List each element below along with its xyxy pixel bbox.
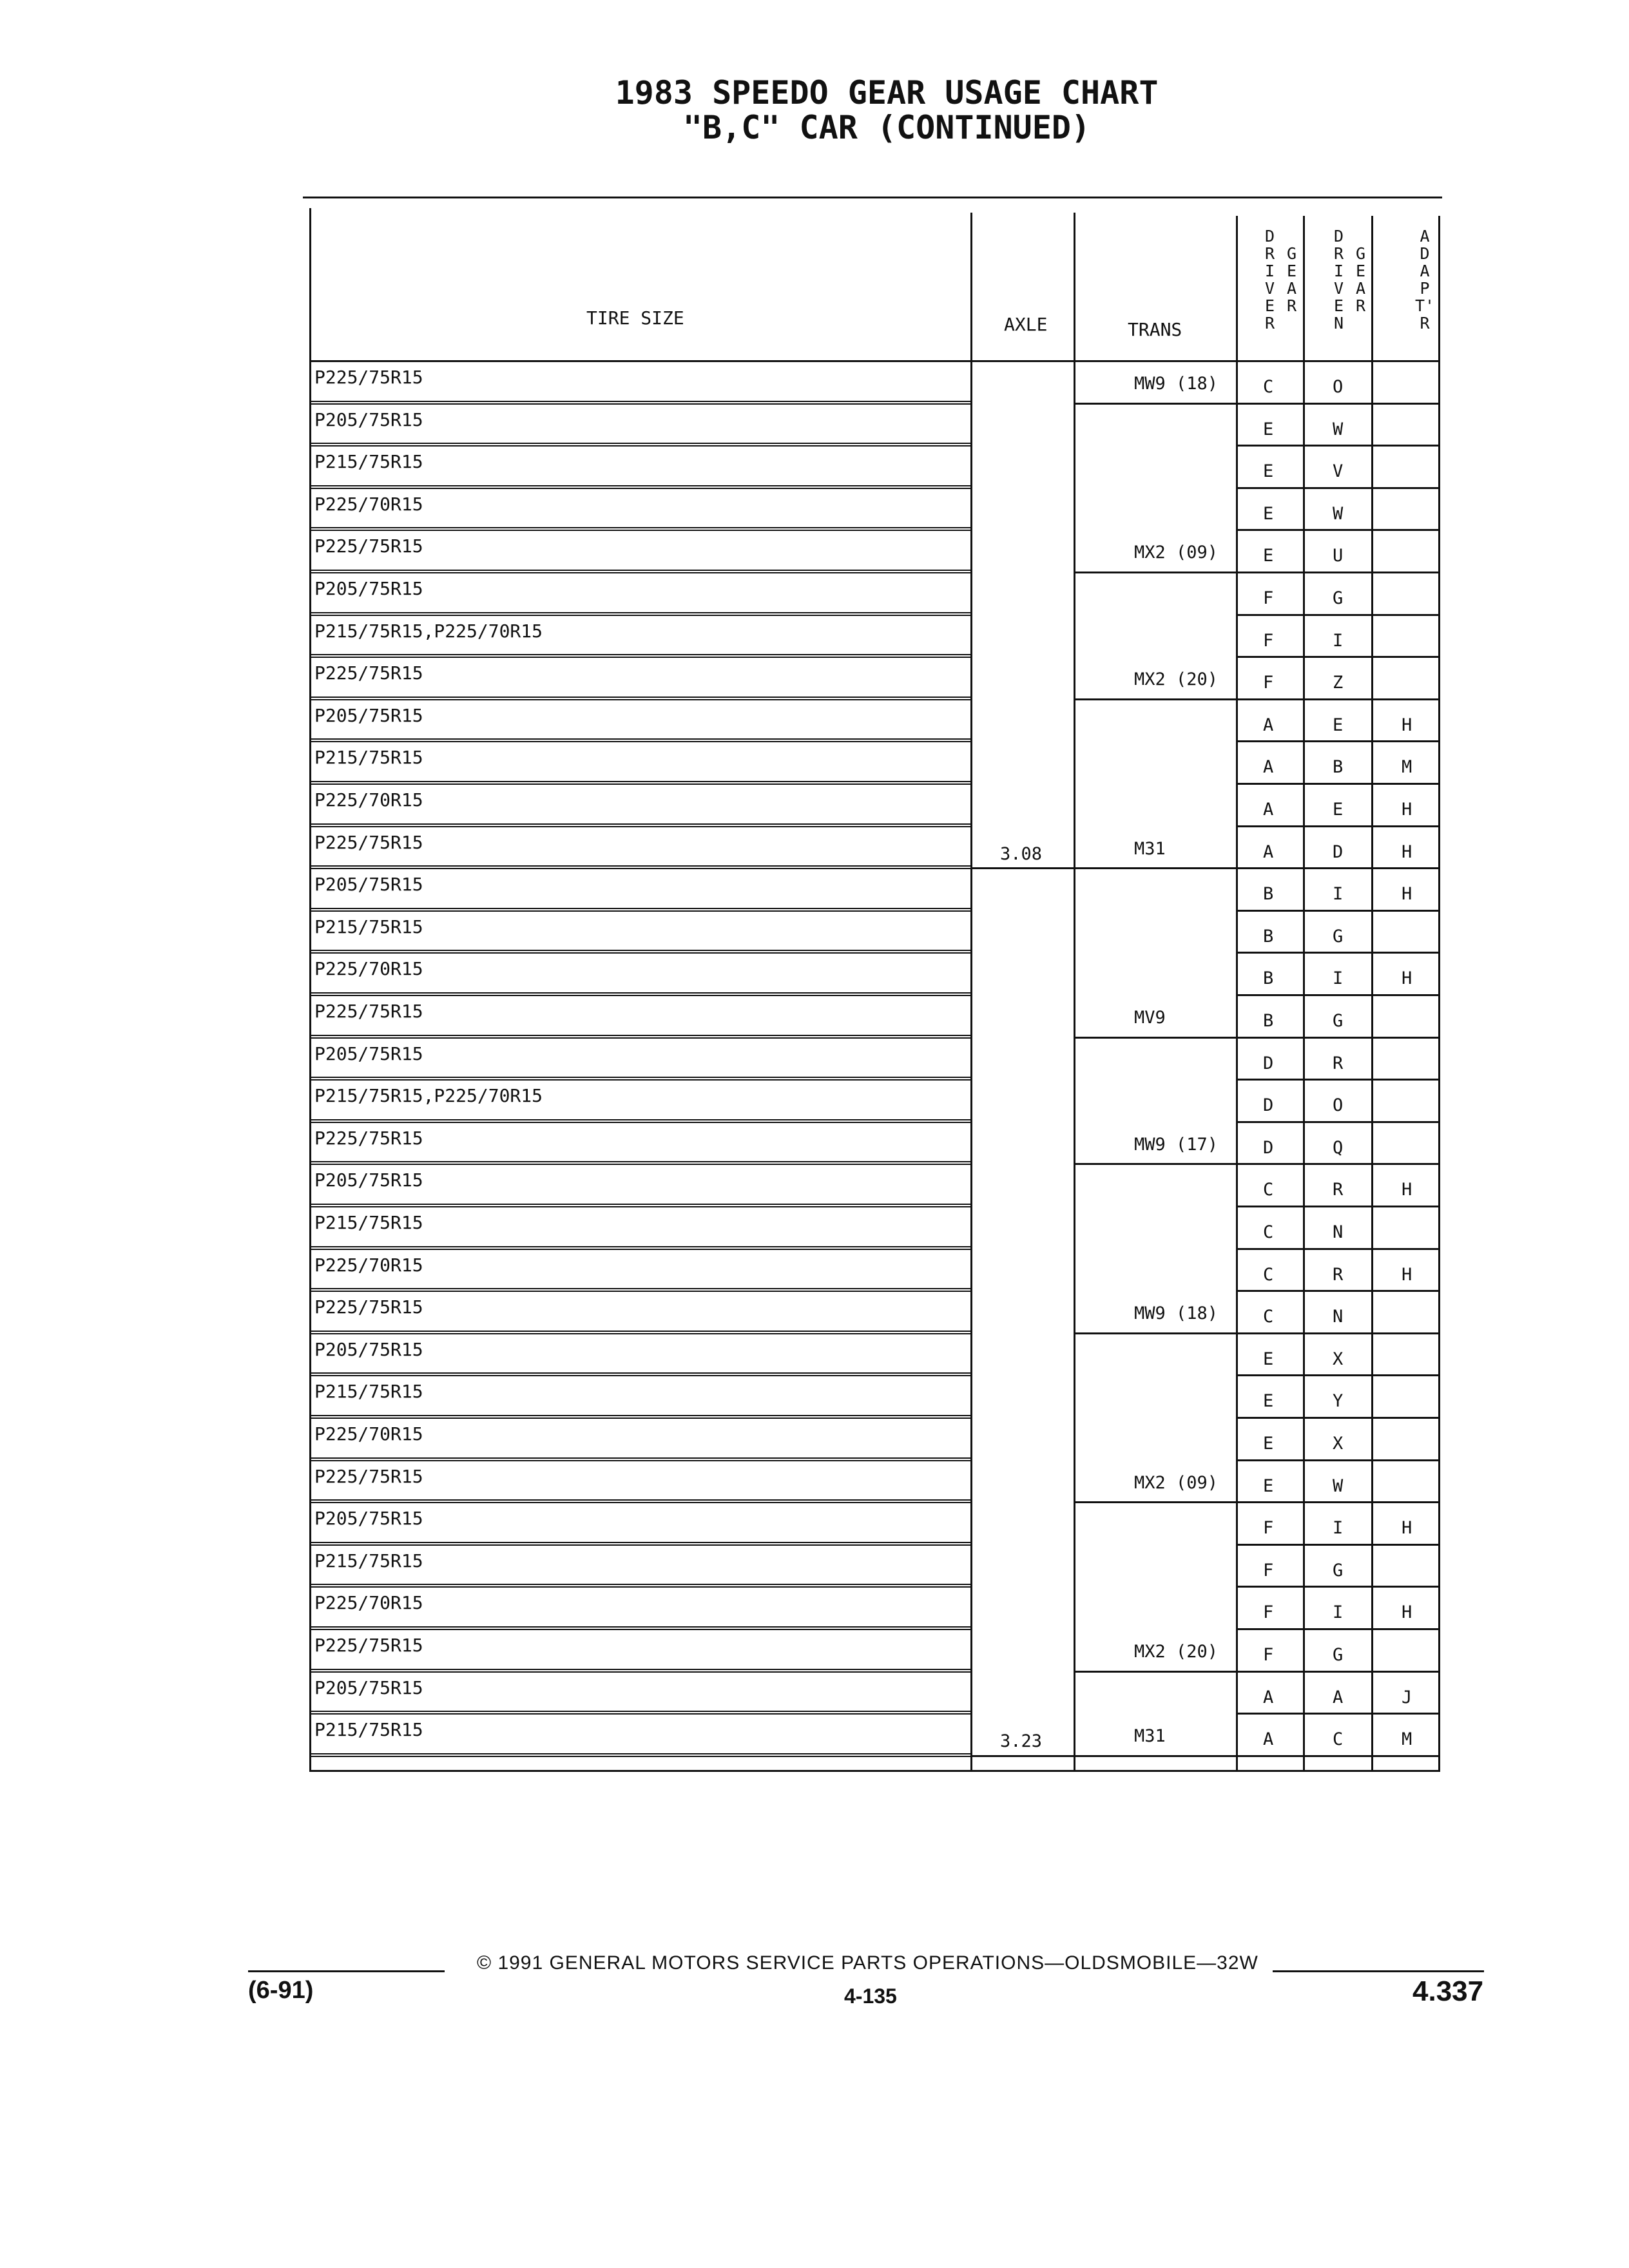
header-trans: TRANS [1128,319,1182,340]
tire-size-cell: P225/70R15 [314,493,423,515]
tire-row-rule [309,445,970,447]
tire-row-rule [309,612,970,613]
gear-row-rule [1236,529,1438,531]
drive-gear-cell: A [1263,800,1274,820]
tire-size-cell: P225/75R15 [314,1635,423,1656]
driven-column-border [1371,216,1373,1770]
gear-row-rule [1236,1713,1438,1715]
tire-size-cell: P215/75R15 [314,1212,423,1233]
gear-row-rule [1236,1121,1438,1123]
header-driver-gear: G E A R [1287,244,1297,315]
tire-size-cell: P225/75R15 [314,662,423,684]
tire-size-cell: P225/75R15 [314,831,423,853]
header-adapter: A D A P T' R [1415,227,1435,332]
drive-gear-cell: F [1263,673,1274,693]
tire-row-rule [309,1499,970,1501]
tire-row-rule [309,1333,970,1334]
drive-gear-cell: E [1263,1349,1274,1369]
driven-gear-cell: C [1333,1729,1344,1750]
tire-size-cell: P215/75R15 [314,451,423,473]
driven-gear-cell: O [1333,377,1344,397]
drive-gear-cell: B [1263,1011,1274,1031]
gear-row-rule [1236,698,1438,700]
tire-size-cell: P225/75R15 [314,1001,423,1022]
tire-size-cell: P205/75R15 [314,874,423,896]
gear-row-rule [1236,783,1438,785]
driven-gear-cell: E [1333,800,1344,820]
tire-row-rule [309,865,970,867]
tire-row-rule [309,910,970,912]
trans-label: M31 [1134,1726,1166,1747]
drive-gear-cell: D [1263,1053,1274,1073]
tire-row-rule [309,697,970,698]
tire-row-rule [309,1375,970,1376]
drive-gear-cell: E [1263,1475,1274,1496]
trans-label: MX2 (09) [1134,1472,1219,1493]
tire-row-rule [309,1544,970,1546]
tire-row-rule [309,1119,970,1120]
tire-row-rule [309,868,970,869]
header-tire-size: TIRE SIZE [586,307,684,329]
tire-size-cell: P205/75R15 [314,1169,423,1191]
header-axle: AXLE [1004,314,1048,335]
speedo-gear-table [303,197,1463,1811]
adapter-cell: H [1402,841,1412,862]
adapter-cell: H [1402,968,1412,989]
driven-gear-cell: W [1333,1475,1344,1496]
tire-size-cell: P205/75R15 [314,1338,423,1360]
tire-size-cell: P205/75R15 [314,1508,423,1530]
drive-gear-cell: C [1263,1264,1274,1285]
tire-row-rule [309,1457,970,1459]
trans-label: MW9 (17) [1134,1134,1219,1155]
gear-row-rule [1236,403,1438,405]
tire-row-rule [309,1586,970,1588]
trans-label: MW9 (18) [1134,1303,1219,1324]
tire-row-rule [309,654,970,655]
drive-gear-cell: D [1263,1137,1274,1158]
tire-row-rule [309,1288,970,1289]
tire-size-cell: P205/75R15 [314,704,423,726]
tire-row-rule [309,738,970,740]
drive-gear-cell: E [1263,461,1274,482]
axle-group-rule [970,867,1074,869]
gear-row-rule [1236,910,1438,912]
tire-row-rule [309,1418,970,1419]
gear-row-rule [1236,1544,1438,1546]
gear-row-rule [1236,1755,1438,1757]
header-bottom-rule [309,360,1440,362]
tire-row-rule [309,1756,970,1757]
driven-gear-cell: U [1333,546,1344,566]
trans-column-border [1236,216,1238,1770]
tire-row-rule [309,952,970,954]
gear-row-rule [1236,867,1438,869]
tire-size-cell: P225/70R15 [314,958,423,980]
gear-row-rule [1236,1332,1438,1334]
tire-row-rule [309,1161,970,1162]
driven-gear-cell: W [1333,503,1344,524]
driven-gear-cell: B [1333,757,1344,778]
tire-row-rule [309,530,970,531]
trans-group-rule [1074,1163,1236,1165]
gear-row-rule [1236,1586,1438,1588]
drive-gear-cell: C [1263,377,1274,397]
driven-gear-cell: X [1333,1349,1344,1369]
gear-row-rule [1236,1163,1438,1165]
adapter-cell: H [1402,715,1412,735]
section-page-number: 4-135 [844,1984,897,2008]
driven-gear-cell: I [1333,1518,1344,1539]
gear-row-rule [1236,1037,1438,1039]
gear-row-rule [1236,1628,1438,1630]
tire-row-rule [309,401,970,402]
gear-row-rule [1236,1374,1438,1376]
drive-gear-cell: E [1263,1434,1274,1454]
tire-size-cell: P225/75R15 [314,1465,423,1487]
driven-gear-cell: N [1333,1307,1344,1327]
tire-row-rule [309,1711,970,1712]
tire-size-cell: P225/75R15 [314,367,423,388]
header-driven: D R I V E N [1334,227,1344,332]
tire-size-cell: P215/75R15,P225/70R15 [314,620,543,642]
trans-group-rule [1074,698,1236,700]
tire-row-rule [309,1502,970,1503]
gear-row-rule [1236,656,1438,658]
adapter-cell: H [1402,884,1412,905]
driven-gear-cell: I [1333,968,1344,989]
drive-gear-cell: E [1263,503,1274,524]
tire-row-rule [309,657,970,658]
tire-size-cell: P225/70R15 [314,789,423,811]
page-number: 4.337 [1412,1975,1484,2007]
gear-row-rule [1236,740,1438,742]
driven-gear-cell: G [1333,1560,1344,1581]
axle-group-rule [970,1755,1074,1757]
gear-row-rule [1236,1501,1438,1503]
tire-size-cell: P225/75R15 [314,1296,423,1318]
tire-row-rule [309,570,970,571]
tire-row-rule [309,992,970,994]
driven-gear-cell: G [1333,1645,1344,1665]
tire-row-rule [309,1079,970,1081]
adapter-cell: M [1402,1729,1412,1750]
drive-gear-cell: E [1263,419,1274,439]
tire-row-rule [309,485,970,486]
gear-row-rule [1236,825,1438,827]
tire-row-rule [309,1331,970,1332]
tire-row-rule [309,1204,970,1205]
tire-size-cell: P205/75R15 [314,578,423,599]
publication-date: (6-91) [248,1977,314,2004]
gear-row-rule [1236,1248,1438,1250]
tire-row-rule [309,741,970,742]
driven-gear-cell: V [1333,461,1344,482]
tire-row-rule [309,950,970,951]
tire-size-cell: P215/75R15 [314,747,423,769]
driven-gear-cell: R [1333,1264,1344,1285]
driven-gear-cell: I [1333,1602,1344,1623]
tire-row-rule [309,1249,970,1250]
drive-gear-cell: F [1263,1645,1274,1665]
driven-gear-cell: O [1333,1095,1344,1116]
chart-title: 1983 SPEEDO GEAR USAGE CHART [615,74,1159,111]
tire-row-rule [309,1460,970,1461]
gear-row-rule [1236,1417,1438,1419]
driven-gear-cell: R [1333,1053,1344,1073]
driver-column-border [1303,216,1305,1770]
tire-row-rule [309,488,970,489]
drive-gear-cell: A [1263,715,1274,735]
driven-gear-cell: N [1333,1222,1344,1242]
tire-row-rule [309,615,970,616]
gear-row-rule [1236,1459,1438,1461]
adapter-cell: H [1402,1518,1412,1539]
adapter-cell: H [1402,1602,1412,1623]
tire-row-rule [309,1122,970,1123]
adapter-cell: H [1402,1264,1412,1285]
driven-gear-cell: G [1333,1011,1344,1031]
gear-row-rule [1236,1079,1438,1081]
tire-size-cell: P205/75R15 [314,1043,423,1064]
tire-row-rule [309,1629,970,1630]
adapter-cell: M [1402,757,1412,778]
tire-row-rule [309,1246,970,1247]
tire-row-rule [309,995,970,996]
tire-row-rule [309,781,970,782]
tire-size-cell: P215/75R15 [314,1719,423,1741]
copyright-notice: © 1991 GENERAL MOTORS SERVICE PARTS OPERATIONS—OLDSMOBILE—32W [477,1952,1258,1974]
gear-row-rule [1236,572,1438,573]
tire-row-rule [309,1753,970,1754]
tire-row-rule [309,1671,970,1673]
drive-gear-cell: A [1263,1729,1274,1750]
trans-label: MX2 (09) [1134,543,1219,563]
gear-row-rule [1236,1671,1438,1673]
tire-size-cell: P215/75R15 [314,916,423,937]
trans-group-rule [1074,867,1236,869]
tire-size-cell: P225/70R15 [314,1592,423,1614]
gear-row-rule [1236,1206,1438,1207]
tire-row-rule [309,527,970,528]
tire-row-rule [309,572,970,573]
tire-size-cell: P215/75R15,P225/70R15 [314,1085,543,1107]
drive-gear-cell: C [1263,1307,1274,1327]
tire-row-rule [309,1206,970,1207]
tire-row-rule [309,1584,970,1585]
driven-gear-cell: R [1333,1180,1344,1200]
tire-row-rule [309,1669,970,1670]
drive-gear-cell: B [1263,926,1274,947]
trans-group-rule [1074,1671,1236,1673]
driven-gear-cell: X [1333,1434,1344,1454]
adapter-cell: H [1402,1180,1412,1200]
drive-gear-cell: A [1263,1687,1274,1707]
trans-label: MX2 (20) [1134,1642,1219,1662]
drive-gear-cell: C [1263,1180,1274,1200]
header-driven-gear: G E A R [1356,244,1366,315]
drive-gear-cell: F [1263,630,1274,651]
drive-gear-cell: F [1263,588,1274,608]
tire-size-cell: P215/75R15 [314,1550,423,1571]
tire-row-rule [309,403,970,405]
adapter-cell: H [1402,800,1412,820]
tire-size-cell: P215/75R15 [314,1381,423,1403]
header-driver: D R I V E R [1265,227,1275,332]
driven-gear-cell: Q [1333,1137,1344,1158]
tire-column-border [970,213,972,1770]
driven-gear-cell: G [1333,926,1344,947]
drive-gear-cell: C [1263,1222,1274,1242]
drive-gear-cell: E [1263,546,1274,566]
axle-label: 3.08 [1000,843,1043,864]
tire-row-rule [309,823,970,825]
drive-gear-cell: B [1263,968,1274,989]
gear-row-rule [1236,487,1438,489]
tire-size-cell: P225/75R15 [314,535,423,557]
drive-gear-cell: D [1263,1095,1274,1116]
table-top-rule [303,197,1442,198]
tire-row-rule [309,699,970,700]
trans-label: MW9 (18) [1134,374,1219,394]
tire-row-rule [309,1291,970,1292]
drive-gear-cell: A [1263,757,1274,778]
tire-row-rule [309,1415,970,1416]
drive-gear-cell: E [1263,1391,1274,1412]
footer-rule-right [1273,1970,1484,1972]
gear-row-rule [1236,445,1438,447]
tire-size-cell: P225/70R15 [314,1423,423,1445]
trans-label: MV9 [1134,1008,1166,1028]
driven-gear-cell: Z [1333,673,1344,693]
driven-gear-cell: W [1333,419,1344,439]
driven-gear-cell: D [1333,841,1344,862]
drive-gear-cell: A [1263,841,1274,862]
drive-gear-cell: B [1263,884,1274,905]
gear-row-rule [1236,1290,1438,1292]
adapter-cell: J [1402,1687,1412,1707]
trans-group-rule [1074,572,1236,573]
trans-label: MX2 (20) [1134,669,1219,690]
driven-gear-cell: I [1333,630,1344,651]
tire-row-rule [309,1077,970,1078]
tire-size-cell: P205/75R15 [314,408,423,430]
trans-group-rule [1074,1332,1236,1334]
drive-gear-cell: F [1263,1560,1274,1581]
tire-row-rule [309,1542,970,1543]
axle-label: 3.23 [1000,1731,1043,1752]
driven-gear-cell: I [1333,884,1344,905]
trans-label: M31 [1134,838,1166,859]
tire-size-cell: P225/75R15 [314,1127,423,1149]
trans-group-rule [1074,1501,1236,1503]
driven-gear-cell: G [1333,588,1344,608]
trans-group-rule [1074,1037,1236,1039]
tire-row-rule [309,1372,970,1374]
tire-row-rule [309,908,970,909]
driven-gear-cell: A [1333,1687,1344,1707]
axle-column-border [1074,213,1075,1770]
driven-gear-cell: Y [1333,1391,1344,1412]
footer-rule-left [248,1970,445,1972]
tire-row-rule [309,1626,970,1628]
tire-row-rule [309,443,970,444]
chart-subtitle: "B,C" CAR (CONTINUED) [682,109,1091,146]
tire-size-cell: P225/70R15 [314,1254,423,1276]
tire-row-rule [309,1164,970,1165]
gear-row-rule [1236,614,1438,616]
trans-group-rule [1074,403,1236,405]
gear-row-rule [1236,994,1438,996]
table-bottom-rule [309,1770,1440,1772]
tire-row-rule [309,1037,970,1039]
tire-size-cell: P205/75R15 [314,1677,423,1698]
tire-row-rule [309,783,970,785]
tire-row-rule [309,826,970,827]
tire-row-rule [309,1713,970,1715]
trans-group-rule [1074,1755,1236,1757]
drive-gear-cell: F [1263,1518,1274,1539]
tire-row-rule [309,1035,970,1036]
gear-row-rule [1236,952,1438,954]
drive-gear-cell: F [1263,1602,1274,1623]
adapter-column-border [1438,216,1440,1770]
driven-gear-cell: E [1333,715,1344,735]
